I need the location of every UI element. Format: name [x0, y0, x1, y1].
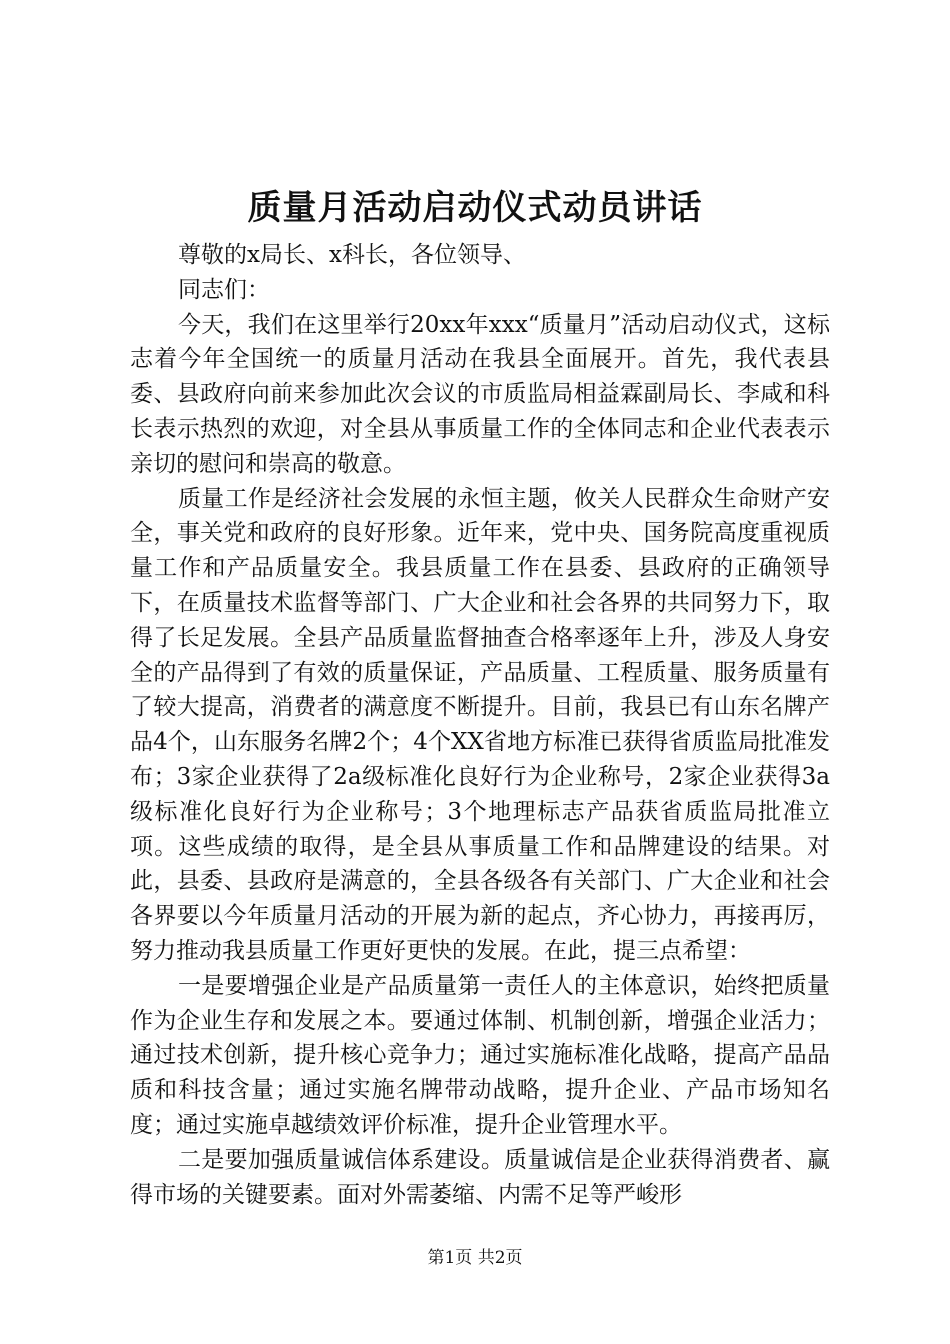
page-number-footer: 第1页 共2页: [427, 1248, 523, 1268]
body-paragraph: 一是要增强企业是产品质量第一责任人的主体意识，始终把质量作为企业生存和发展之本。要通过体制、机制创新，增强企业活力；通过技术创新，提升核心竞争力；通过实施标准化战略，提高产品品质和科技含量；通过实施名牌带动战略，提升企业、产品市场知名度；通过实施卓越绩效评价标准，提升企业管理水平。: [130, 972, 830, 1138]
body-paragraph: 质量工作是经济社会发展的永恒主题，攸关人民群众生命财产安全，事关党和政府的良好形象。近年来，党中央、国务院高度重视质量工作和产品质量安全。我县质量工作在县委、县政府的正确领导下，在质量技术监督等部门、广大企业和社会各界的共同努力下，取得了长足发展。全县产品质量监督抽查合格率逐年上升，涉及人身安全的产品得到了有效的质量保证，产品质量、工程质量、服务质量有了较大提高，消费者的满意度不断提升。目前，我县已有山东名牌产品4个，山东服务名牌2个；4个XX省地方标准已获得省质监局批准发布；3家企业获得了2a级标准化良好行为企业称号，2家企业获得3a级标准化良好行为企业称号；3个地理标志产品获省质监局批准立项。这些成绩的取得，是全县从事质量工作和品牌建设的结果。对此，县委、县政府是满意的，全县各级各有关部门、广大企业和社会各界要以今年质量月活动的开展为新的起点，齐心协力，再接再厉，努力推动我县质量工作更好更快的发展。在此，提三点希望：: [130, 485, 830, 964]
greeting-line: 同志们：: [178, 276, 270, 303]
body-paragraph: 今天，我们在这里举行20xx年xxx“质量月”活动启动仪式，这标志着今年全国统一的质量月活动在我县全面展开。首先，我代表县委、县政府向前来参加此次会议的市质监局相益霖副局长、李咸和科长表示热烈的欢迎，对全县从事质量工作的全体同志和企业代表表示亲切的慰问和崇高的敬意。: [130, 311, 830, 477]
greeting-line: 尊敬的x局长、x科长，各位领导、: [178, 242, 526, 268]
document-body: [130, 238, 830, 1212]
body-paragraph: 二是要加强质量诚信体系建设。质量诚信是企业获得消费者、赢得市场的关键要素。面对外需萎缩、内需不足等严峻形: [130, 1146, 830, 1208]
document-title: 质量月活动启动仪式动员讲话: [247, 188, 703, 228]
